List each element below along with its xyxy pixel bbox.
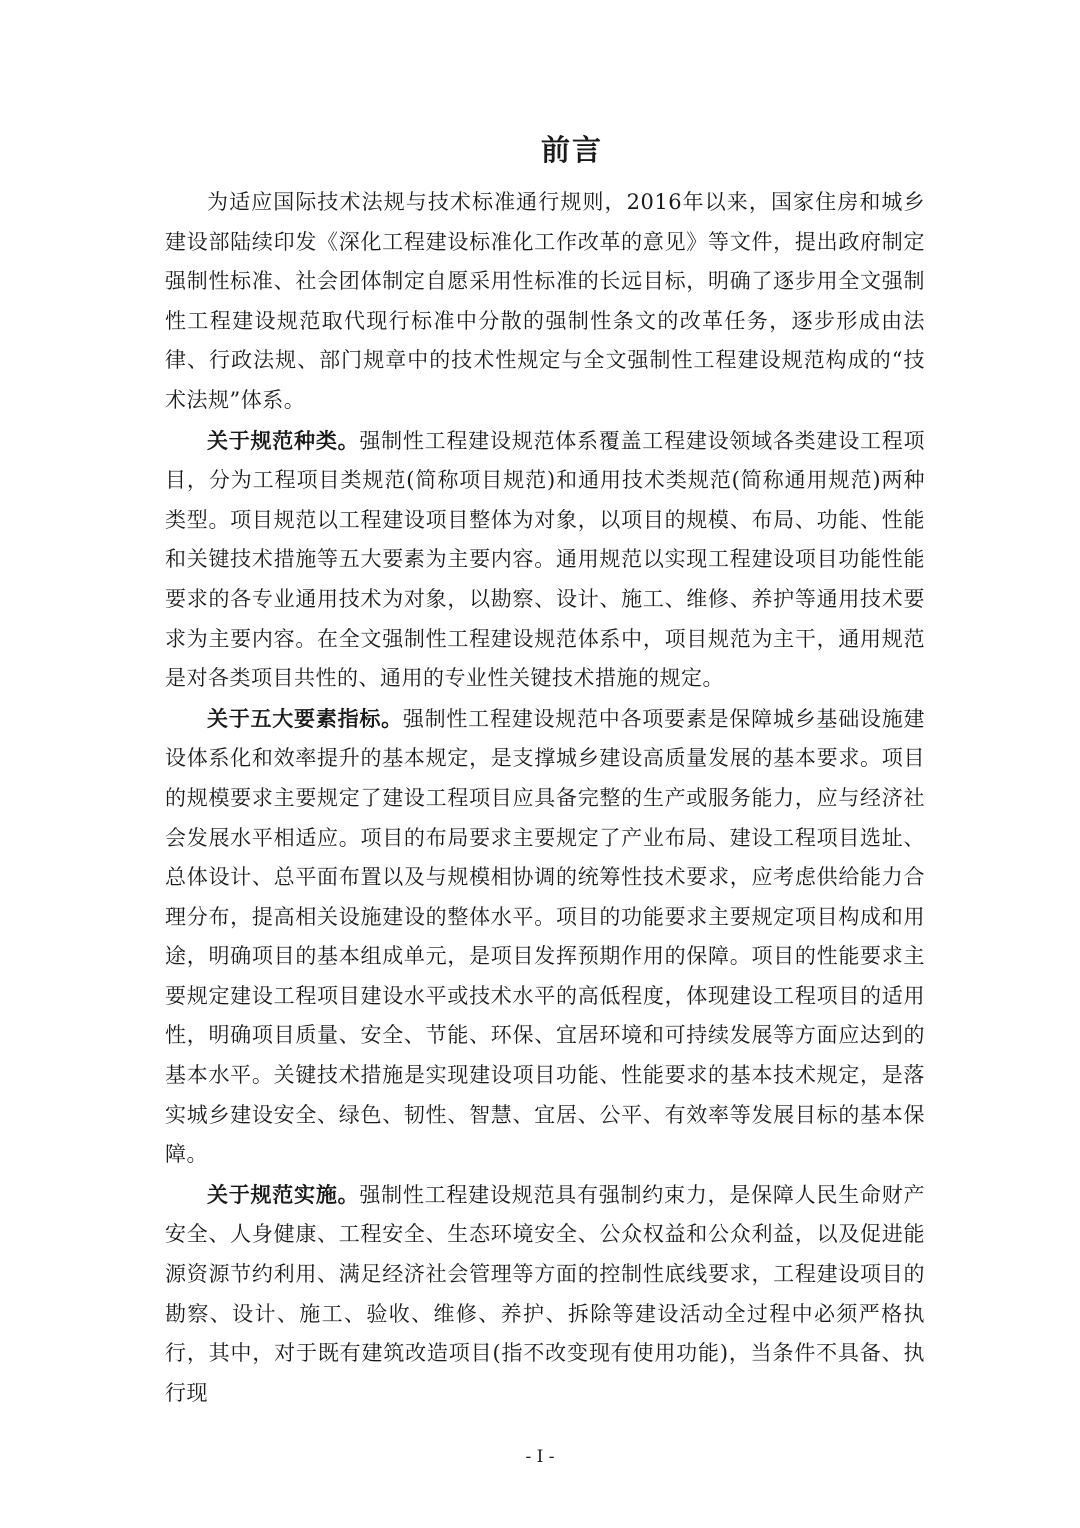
document-body <box>165 182 925 1413</box>
page-title: 前言 <box>540 133 603 167</box>
paragraph-lead: 关于规范实施。 <box>207 1181 360 1207</box>
paragraph-intro <box>165 182 925 421</box>
paragraph-lead: 关于五大要素指标。 <box>207 705 403 731</box>
paragraph-lead: 关于规范种类。 <box>207 427 360 453</box>
paragraph-text: 为适应国际技术法规与技术标准通行规则，2016年以来，国家住房和城乡建设部陆续印发《深化工程建设标准化工作改革的意见》等文件，提出政府制定强制性标准、社会团体制定自愿采用性标准的长远目标，明确了逐步用全文强制性工程建设规范取代现行标准中分散的强制性条文的改革任务，逐步形成由法律、行政法规、部门规章中的技术性规定与全文强制性工程建设规范构成的“技术法规”体系。 <box>165 190 925 412</box>
paragraph-text: 强制性工程建设规范中各项要素是保障城乡基础设施建设体系化和效率提升的基本规定，是支撑城乡建设高质量发展的基本要求。项目的规模要求主要规定了建设工程项目应具备完整的生产或服务能力，应与经济社会发展水平相适应。项目的布局要求主要规定了产业布局、建设工程项目选址、总体设计、总平面布置以及与规模相协调的统筹性技术要求，应考虑供给能力合理分布，提高相关设施建设的整体水平。项目的功能要求主要规定项目构成和用途，明确项目的基本组成单元，是项目发挥预期作用的保障。项目的性能要求主要规定建设工程项目建设水平或技术水平的高低程度，体现建设工程项目的适用性，明确项目质量、安全、节能、环保、宜居环境和可持续发展等方面应达到的基本水平。关键技术措施是实现建设项目功能、性能要求的基本技术规定，是落实城乡建设安全、绿色、韧性、智慧、宜居、公平、有效率等发展目标的基本保障。 <box>165 706 925 1167</box>
paragraph-implementation <box>165 1175 925 1414</box>
paragraph-text: 强制性工程建设规范体系覆盖工程建设领域各类建设工程项目，分为工程项目类规范(简称项目规范)和通用技术类规范(简称通用规范)两种类型。项目规范以工程建设项目整体为对象，以项目的规模、布局、功能、性能和关键技术措施等五大要素为主要内容。通用规范以实现工程建设项目功能性能要求的各专业通用技术为对象，以勘察、设计、施工、维修、养护等通用技术要求为主要内容。在全文强制性工程建设规范体系中，项目规范为主干，通用规范是对各类项目共性的、通用的专业性关键技术措施的规定。 <box>165 428 925 691</box>
page-number: - I - <box>525 1447 555 1467</box>
paragraph-five-elements <box>165 699 925 1175</box>
paragraph-spec-types <box>165 421 925 699</box>
paragraph-text: 强制性工程建设规范具有强制约束力，是保障人民生命财产安全、人身健康、工程安全、生态环境安全、公众权益和公众利益，以及促进能源资源节约利用、满足经济社会管理等方面的控制性底线要求，工程建设项目的勘察、设计、施工、验收、维修、养护、拆除等建设活动全过程中必须严格执行，其中，对于既有建筑改造项目(指不改变现有使用功能)，当条件不具备、执行现 <box>165 1182 925 1405</box>
